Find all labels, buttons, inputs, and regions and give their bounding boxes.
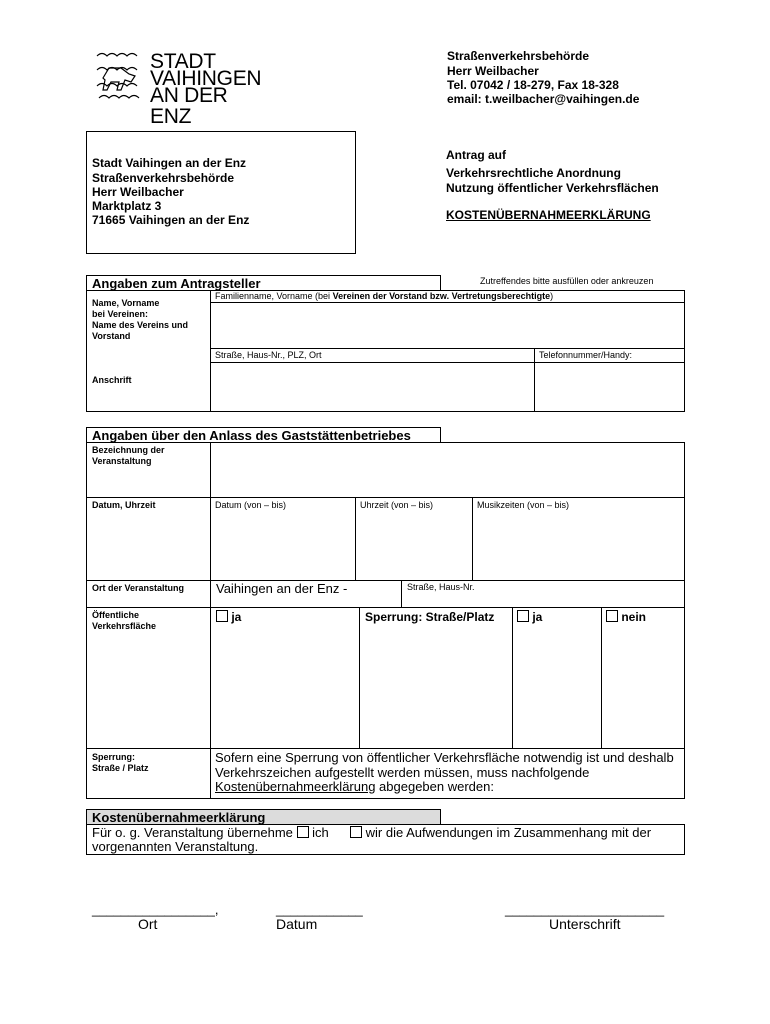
section3-text-line-2: vorgenannten Veranstaltung. [92,839,259,854]
section2-row-divider-3 [86,607,685,608]
contact-phone: Tel. 07042 / 18-279, Fax 18-328 [447,78,619,92]
closure-nein: nein [606,610,646,624]
public-area-ja: ja [216,610,241,624]
section3-text-line-1: Für o. g. Veranstaltung übernehme ich [92,825,329,840]
section1-title: Angaben zum Antragsteller [92,276,261,291]
section3-text-wir: wir die Aufwendungen im Zusammenhang mit der [350,825,651,840]
name-input-field[interactable] [211,303,684,347]
name-label-1: Name, Vorname [92,298,160,308]
place-label: Ort der Veranstaltung [92,583,185,593]
request-line-3: Nutzung öffentlicher Verkehrsflächen [446,181,659,195]
closure-text-3: Kostenübernahmeerklärung abgegeben werden: [215,779,494,794]
street-field-hint: Straße, Haus-Nr., PLZ, Ort [215,350,322,360]
closure-row-label-2: Straße / Platz [92,763,149,773]
public-label-2: Verkehrsfläche [92,621,157,631]
closure-text-1: Sofern eine Sperrung von öffentlicher Verkehrsfläche notwendig ist und deshalb [215,750,674,765]
name-field-hint: Familienname, Vorname (bei Vereinen der Vorstand bzw. Vertretungsberechtigte) [215,291,554,301]
time-hint: Uhrzeit (von – bis) [360,500,434,510]
phone-input-field[interactable] [535,363,684,411]
event-label-1: Bezeichnung der [92,445,165,455]
signature-label-ort: Ort [138,916,158,932]
date-hint: Datum (von – bis) [215,500,287,510]
name-label-2: bei Vereinen: [92,309,149,319]
public-divider-3 [601,607,602,748]
request-title: KOSTENÜBERNAHMEERKLÄRUNG [446,208,651,222]
request-line-1: Antrag auf [446,148,506,162]
address-label: Anschrift [92,375,132,385]
cost-ich-checkbox[interactable] [297,826,309,838]
date-input[interactable] [211,512,354,579]
logo-line-3: AN DER ENZ [150,84,228,128]
time-input[interactable] [356,512,471,579]
name-label-3: Name des Vereins und [92,320,189,330]
logo-line-2: VAIHINGEN [150,67,262,90]
section1-hint: Zutreffendes bitte ausfüllen oder ankreuzen [480,276,654,286]
music-time-input[interactable] [473,512,684,579]
section2-row-divider-1 [86,497,685,498]
address-line-3: Herr Weilbacher [92,185,184,199]
address-line-2: Straßenverkehrsbehörde [92,171,235,185]
public-divider-1 [359,607,360,748]
cost-wir-checkbox[interactable] [350,826,362,838]
address-line-5: 71665 Vaihingen an der Enz [92,213,250,227]
public-label-1: Öffentliche [92,610,140,620]
public-divider-2 [512,607,513,748]
contact-email: email: t.weilbacher@vaihingen.de [447,92,640,106]
closure-label: Sperrung: Straße/Platz [365,610,495,624]
city-logo [93,50,263,128]
section2-title: Angaben über den Anlass des Gaststättenbetriebes [92,428,411,443]
signature-line-ort[interactable]: _________________, [92,902,219,917]
section1-row-divider [210,348,685,349]
place-street-hint: Straße, Haus-Nr. [407,582,475,592]
address-line-4: Marktplatz 3 [92,199,162,213]
public-area-ja-checkbox[interactable] [216,610,228,622]
date-label: Datum, Uhrzeit [92,500,156,510]
event-label-2: Veranstaltung [92,456,152,466]
signature-line-datum[interactable]: ____________ [276,902,363,917]
address-line-1: Stadt Vaihingen an der Enz [92,156,247,170]
name-label-4: Vorstand [92,331,131,341]
closure-ja: ja [517,610,542,624]
street-input-field[interactable] [211,363,533,411]
place-value: Vaihingen an der Enz - [216,581,348,596]
closure-ja-checkbox[interactable] [517,610,529,622]
contact-person: Herr Weilbacher [447,64,539,78]
signature-label-datum: Datum [276,916,318,932]
closure-nein-checkbox[interactable] [606,610,618,622]
signature-label-unterschrift: Unterschrift [549,916,621,932]
section2-row-divider-2 [86,580,685,581]
signature-line-unterschrift[interactable]: ______________________ [505,902,665,917]
closure-row-label-1: Sperrung: [92,752,136,762]
music-hint: Musikzeiten (von – bis) [477,500,570,510]
phone-field-hint: Telefonnummer/Handy: [539,350,633,360]
contact-department: Straßenverkehrsbehörde [447,49,590,63]
coat-of-arms-icon [93,50,145,104]
event-name-input[interactable] [211,443,684,496]
logo-line-1: STADT [150,50,216,73]
place-street-input[interactable] [402,594,684,606]
section2-row-divider-4 [86,748,685,749]
section3-title: Kostenübernahmeerklärung [92,810,266,825]
closure-text-2: Verkehrszeichen aufgestellt werden müssen, muss nachfolgende [215,765,590,780]
request-line-2: Verkehrsrechtliche Anordnung [446,166,621,180]
